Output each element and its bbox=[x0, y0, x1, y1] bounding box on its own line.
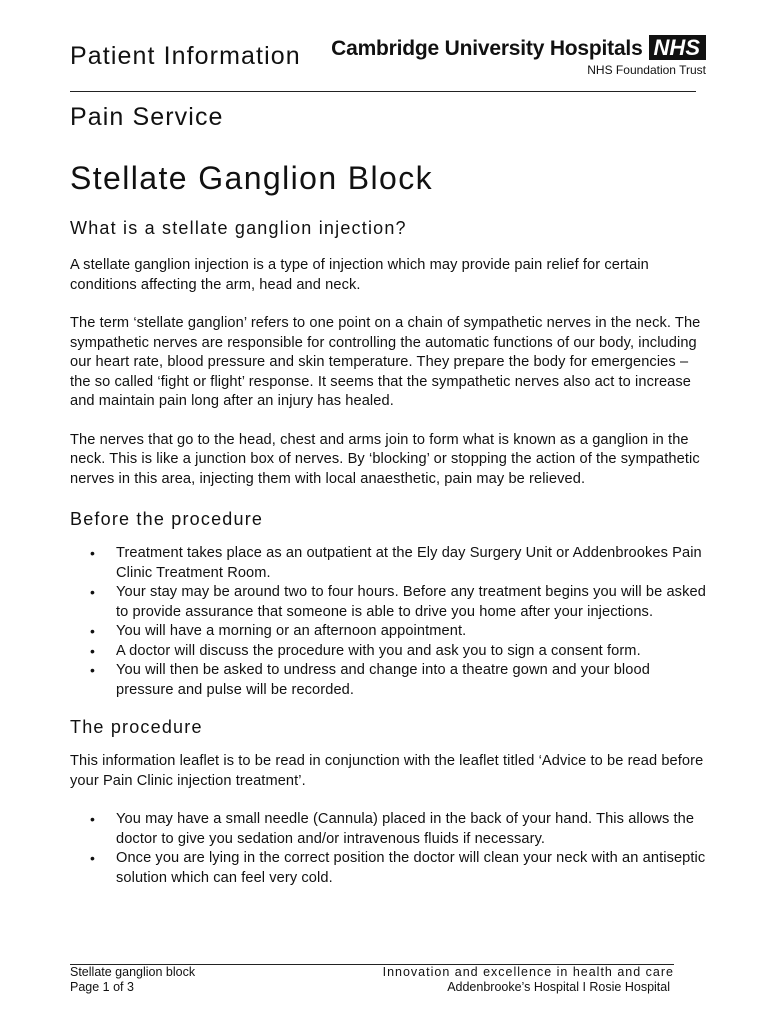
bullet: • bbox=[90, 850, 96, 866]
trust-name: NHS Foundation Trust bbox=[587, 63, 706, 77]
footer-document-name: Stellate ganglion block bbox=[70, 965, 196, 979]
list-item: • You will then be asked to undress and change into a theatre gown and your blood pressure and pulse will be recorded. bbox=[90, 662, 650, 698]
list-item: • Once you are lying in the correct position the doctor will clean your neck with an antiseptic solution which can feel very cold. bbox=[90, 850, 706, 886]
footer-tagline: Innovation and excellence in health and care bbox=[382, 965, 674, 979]
hospital-name: Cambridge University Hospitals bbox=[331, 37, 643, 60]
bullet: • bbox=[90, 623, 96, 639]
procedure-list bbox=[70, 810, 710, 888]
nhs-logo: NHS bbox=[649, 35, 706, 60]
intro-paragraph-3: The nerves that go to the head, chest and arms join to form what is known as a ganglion in the neck. This is like a junction box of nerves. By ‘blocking’ or stopping the action of the sympathetic nerves in this area, injecting them with local anaesthetic, pain may be relieved. bbox=[70, 431, 700, 487]
hospital-branding bbox=[331, 35, 706, 61]
document-title: Stellate Ganglion Block bbox=[70, 160, 434, 196]
before-list bbox=[70, 544, 710, 700]
bullet: • bbox=[90, 662, 96, 678]
list-item: • You will have a morning or an afternoon appointment. bbox=[70, 622, 710, 642]
bullet: • bbox=[90, 642, 96, 659]
header-divider bbox=[70, 91, 696, 92]
document-body bbox=[70, 216, 710, 888]
footer-hospital-sites: Addenbrooke’s Hospital I Rosie Hospital bbox=[447, 980, 670, 994]
bullet: • bbox=[90, 811, 96, 827]
list-item: • A doctor will discuss the procedure with you and ask you to sign a consent form. bbox=[70, 642, 710, 662]
bullet: • bbox=[90, 545, 96, 561]
section-heading-procedure: The procedure bbox=[70, 717, 203, 737]
section-heading-intro: What is a stellate ganglion injection? bbox=[70, 218, 407, 238]
list-item: • Your stay may be around two to four hours. Before any treatment begins you will be asked to provide assurance that someone is able to drive you home after your injections. bbox=[90, 584, 706, 620]
patient-information-label: Patient Information bbox=[70, 42, 301, 70]
procedure-paragraph: This information leaflet is to be read in conjunction with the leaflet titled ‘Advice to be read before your Pain Clinic injection treatment’. bbox=[70, 753, 704, 789]
intro-paragraph-2: The term ‘stellate ganglion’ refers to one point on a chain of sympathetic nerves in the neck. The sympathetic nerves are responsible for controlling the automatic functions of our body, including our heart rate, blood pressure and skin temperature. They prepare the body for emergencies – the so called ‘fight or flight’ response. It seems that the sympathetic nerves also act to increase and maintain pain long after an injury has healed. bbox=[70, 315, 701, 409]
intro-paragraph-1: A stellate ganglion injection is a type of injection which may provide pain relief for certain conditions affecting the arm, head and neck. bbox=[70, 257, 649, 293]
bullet: • bbox=[90, 584, 96, 600]
section-heading-before: Before the procedure bbox=[70, 509, 264, 529]
list-item: • You may have a small needle (Cannula) placed in the back of your hand. This allows the doctor to give you sedation and/or intravenous fluids if necessary. bbox=[90, 811, 695, 847]
footer-page-number: Page 1 of 3 bbox=[70, 980, 134, 994]
list-item: • Treatment takes place as an outpatient at the Ely day Surgery Unit or Addenbrookes Pain Clinic Treatment Room. bbox=[90, 545, 702, 581]
service-name: Pain Service bbox=[70, 103, 224, 131]
